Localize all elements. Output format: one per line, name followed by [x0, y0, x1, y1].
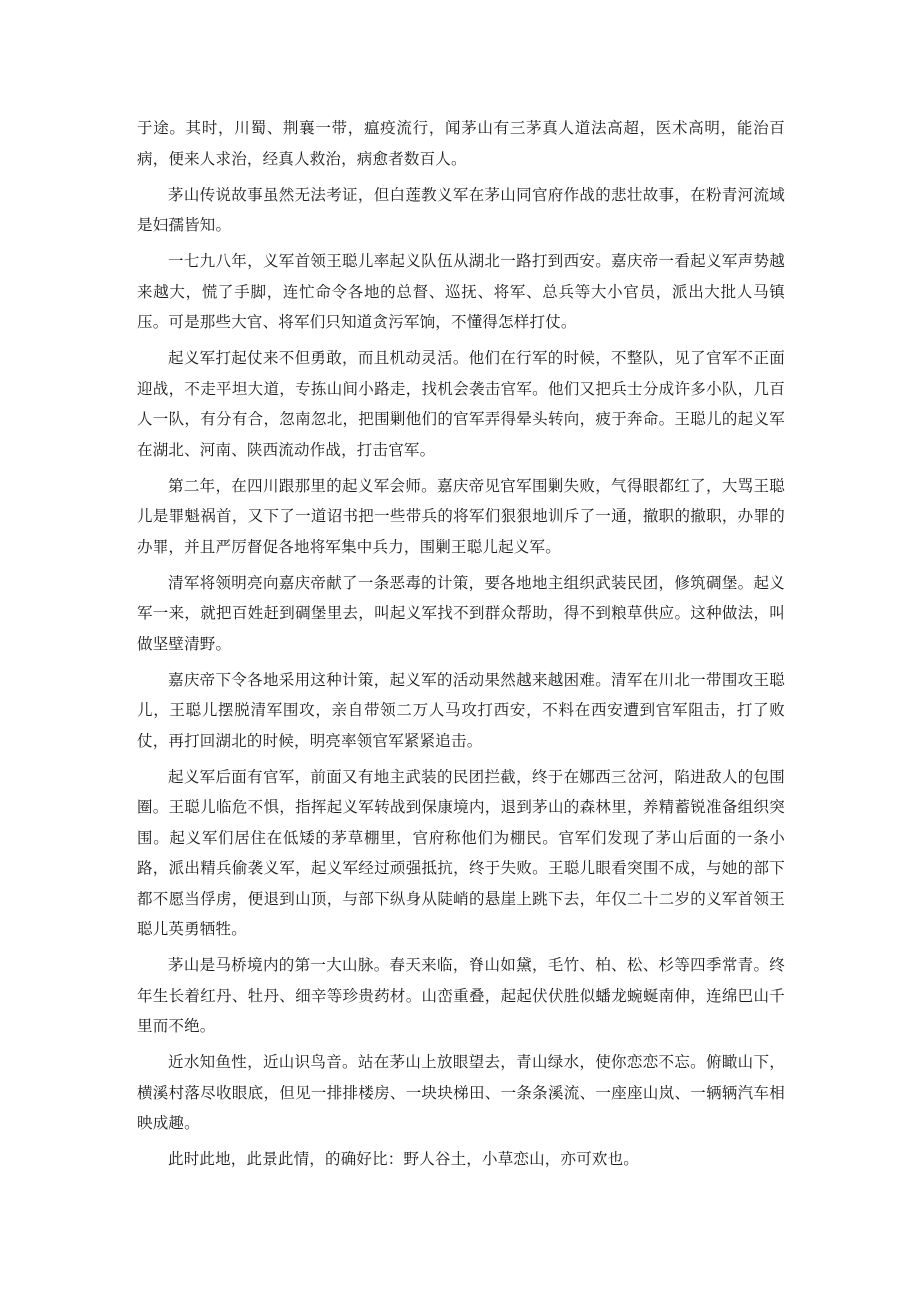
- paragraph-2: 茅山传说故事虽然无法考证，但白莲教义军在茅山同官府作战的悲壮故事，在粉青河流域是妇孺皆知。: [137, 185, 785, 234]
- paragraph-11: 此时此地，此景此情，的确好比：野人谷土，小草恋山，亦可欢也。: [168, 1150, 640, 1168]
- paragraph-9: 茅山是马桥境内的第一大山脉。春天来临，脊山如黛，毛竹、柏、松、杉等四季常青。终年生长着红丹、牡丹、细辛等珍贵药材。山峦重叠，起起伏伏胜似蟠龙蜿蜒南伸，连绵巴山千里而不绝。: [137, 956, 785, 1035]
- paragraph-7: 嘉庆帝下令各地采用这种计策，起义军的活动果然越来越困难。清军在川北一带围攻王聪儿，王聪儿摆脱清军围攻，亲自带领二万人马攻打西安，不料在西安遭到官军阻击，打了败仗，再打回湖北的时候，明亮率领官军紧紧追击。: [137, 670, 785, 750]
- paragraph-5: 第二年，在四川跟那里的起义军会师。嘉庆帝见官军围剿失败，气得眼都红了，大骂王聪儿是罪魁祸首，又下了一道诏书把一些带兵的将军们狠狠地训斥了一通，撤职的撤职，办罪的办罪，并且严厉督促各地将军集中兵力，围剿王聪儿起义军。: [137, 476, 785, 556]
- paragraph-10: 近水知鱼性，近山识鸟音。站在茅山上放眼望去，青山绿水，使你恋恋不忘。俯瞰山下，横溪村落尽收眼底，但见一排排楼房、一块块梯田、一条条溪流、一座座山岚、一辆辆汽车相映成趣。: [137, 1053, 785, 1132]
- article-body: [137, 113, 785, 1180]
- paragraph-4: 起义军打起仗来不但勇敢，而且机动灵活。他们在行军的时候，不整队，见了官军不正面迎战，不走平坦大道，专拣山间小路走，找机会袭击官军。他们又把兵士分成许多小队，几百人一队，有分有合，忽南忽北，把围剿他们的官军弄得晕头转向，疲于奔命。王聪儿的起义军在湖北、河南、陕西流动作战，打击官军。: [137, 349, 785, 459]
- paragraph-3: 一七九八年，义军首领王聪儿率起义队伍从湖北一路打到西安。嘉庆帝一看起义军声势越来越大，慌了手脚，连忙命令各地的总督、巡抚、将军、总兵等大小官员，派出大批人马镇压。可是那些大官、将军们只知道贪污军饷，不懂得怎样打仗。: [137, 252, 785, 331]
- paragraph-6: 清军将领明亮向嘉庆帝献了一条恶毒的计策，要各地地主组织武装民团，修筑碉堡。起义军一来，就把百姓赶到碉堡里去，叫起义军找不到群众帮助，得不到粮草供应。这种做法，叫做坚壁清野。: [137, 573, 785, 653]
- paragraph-8: 起义军后面有官军，前面又有地主武装的民团拦截，终于在娜西三岔河，陷进敌人的包围圈。王聪儿临危不惧，指挥起义军转战到保康境内，退到茅山的森林里，养精蓄锐准备组织突围。起义军们居住在低矮的茅草棚里，官府称他们为棚民。官军们发现了茅山后面的一条小路，派出精兵偷袭义军，起义军经过顽强抵抗，终于失败。王聪儿眼看突围不成，与她的部下都不愿当俘虏，便退到山顶，与部下纵身从陡峭的悬崖上跳下去，年仅二十二岁的义军首领王聪儿英勇牺牲。: [137, 767, 785, 938]
- paragraph-1: 于途。其时，川蜀、荆襄一带，瘟疫流行，闻茅山有三茅真人道法高超，医术高明，能治百病，便来人求治，经真人救治，病愈者数百人。: [137, 119, 785, 168]
